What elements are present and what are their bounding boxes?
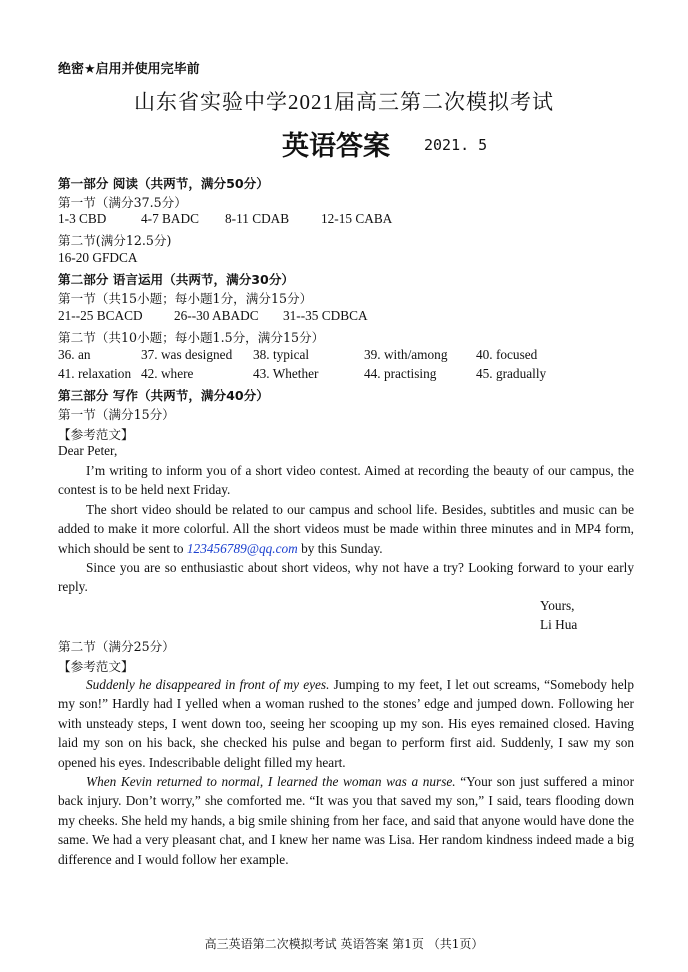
letter-paragraph <box>58 461 634 500</box>
exam-title: 山东省实验中学2021届高三第二次模拟考试 <box>134 90 554 114</box>
answer-item: 39. with/among <box>364 347 448 362</box>
part3-section2-title: 第二节（满分25分） <box>58 639 175 654</box>
answer-group: 8-11 CDAB <box>225 211 290 226</box>
sample-essay-label: 【参考范文】 <box>58 659 134 674</box>
answer-item: 45. gradually <box>476 366 547 381</box>
letter-greeting: Dear Peter, <box>58 443 118 458</box>
answer-item: 43. Whether <box>253 366 319 381</box>
part1-section2-title: 第二节(满分12.5分) <box>58 233 172 248</box>
answer-item: 44. practising <box>364 366 437 381</box>
confidential-notice: 绝密★启用并使用完毕前 <box>58 62 200 77</box>
story-paragraph <box>58 772 634 869</box>
part2-heading: 第二部分 语言运用（共两节，满分30分） <box>58 272 295 287</box>
part1-section1-title: 第一节（满分37.5分） <box>58 195 187 210</box>
letter-closing: Yours, <box>540 598 575 613</box>
letter-paragraph <box>58 558 634 597</box>
story-paragraph <box>58 675 634 772</box>
sample-essay-label: 【参考范文】 <box>58 427 134 442</box>
document-title: 英语答案 <box>282 131 390 162</box>
letter-paragraph <box>58 500 634 558</box>
answer-group: 31--35 CDBCA <box>283 308 368 323</box>
part2-section2-title: 第二节（共10小题；每小题1.5分，满分15分） <box>58 330 325 345</box>
part1-heading: 第一部分 阅读（共两节，满分50分） <box>58 176 269 191</box>
answer-group: 16-20 GFDCA <box>58 250 138 265</box>
paragraph-lead: Suddenly he disappeared in front of my eyes. <box>86 677 330 692</box>
answer-group: 12-15 CABA <box>321 211 393 226</box>
paragraph-text: I’m writing to inform you of a short video contest. Aimed at recording the beauty of our campus, the contest is to be held next Friday. <box>58 463 634 498</box>
page-footer: 高三英语第二次模拟考试 英语答案 第1页 （共1页） <box>204 937 484 951</box>
email-link[interactable]: 123456789@qq.com <box>186 540 298 556</box>
answer-item: 37. was designed <box>141 347 233 362</box>
answer-item: 40. focused <box>476 347 538 362</box>
letter-signature: Li Hua <box>540 617 578 632</box>
exam-date: 2021. 5 <box>424 136 488 154</box>
answer-group: 26--30 ABADC <box>174 308 259 323</box>
part2-section1-title: 第一节（共15小题；每小题1分，满分15分） <box>58 291 313 306</box>
paragraph-text: The short video should be related to our campus and school life. Besides, subtitles and music can be added to make it more colorful. All the short videos must be made within three minutes and in MP4 form, which should be sent to <box>58 502 634 556</box>
answer-group: 1-3 CBD <box>58 211 107 226</box>
answer-group: 21--25 BCACD <box>58 308 143 323</box>
part3-section1-title: 第一节（满分15分） <box>58 407 175 422</box>
paragraph-text: by this Sunday. <box>297 540 383 556</box>
answer-item: 38. typical <box>253 347 310 362</box>
answer-item: 42. where <box>141 366 194 381</box>
answer-item: 41. relaxation <box>58 366 132 381</box>
answer-item: 36. an <box>58 347 91 362</box>
answer-group: 4-7 BADC <box>141 211 199 226</box>
paragraph-text: Since you are so enthusiastic about short videos, why not have a try? Looking forward to your early reply. <box>58 560 634 595</box>
paragraph-text: Jumping to my feet, I let out screams, “Somebody help my son!” Hardly had I yelled when a woman rushed to the stones’ edge and jumped down. Following her with unsteady steps, I went down too, seeing her scooping up my son. His eyes remained closed. Having laid my son on his back, she checked his pulse and began to perform first aid. Suddenly, I saw my son opened his eyes. Indescribable delight filled my heart. <box>58 677 634 770</box>
paragraph-text: “Your son just suffered a minor back injury. Don’t worry,” she comforted me. “It was you that saved my son,” I said, tears flooding down my cheeks. She held my hands, a big smile shining from her face, and said that anyone would have done the same. We had a very pleasant chat, and I knew her name was Lisa. Her random kindness indeed made a big difference and I would follow her example. <box>58 774 634 867</box>
paragraph-lead: When Kevin returned to normal, I learned the woman was a nurse. <box>86 774 456 789</box>
part3-heading: 第三部分 写作（共两节，满分40分） <box>58 388 269 403</box>
